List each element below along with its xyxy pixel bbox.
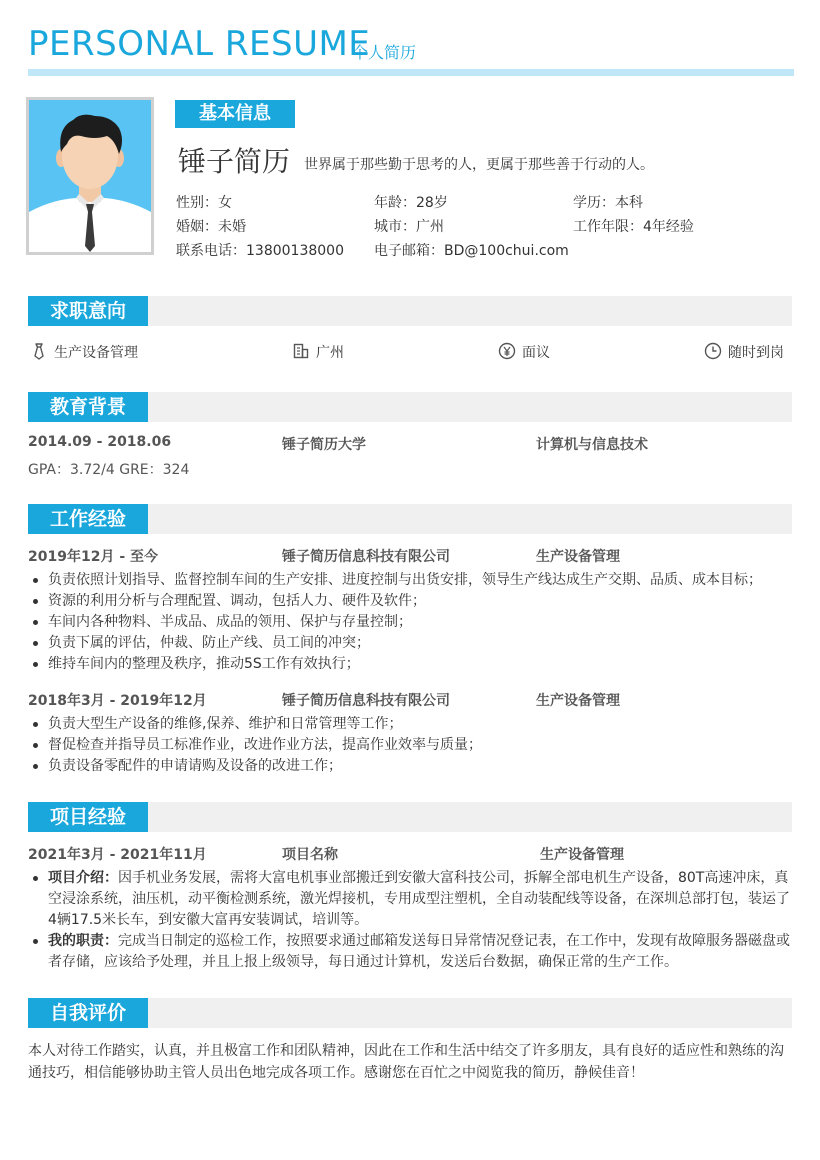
header-divider <box>28 69 794 76</box>
job-position: 生产设备管理 <box>536 549 620 565</box>
job-period: 2018年3月 - 2019年12月 <box>28 693 207 709</box>
job-period: 2019年12月 - 至今 <box>28 549 159 565</box>
list-item: 负责下属的评估，仲裁、防止产线、员工间的冲突； <box>28 633 794 654</box>
list-item <box>28 931 794 973</box>
project-role: 生产设备管理 <box>540 847 624 863</box>
list-item: 资源的利用分析与合理配置、调动，包括人力、硬件及软件； <box>28 591 794 612</box>
self-evaluation-text: 本人对待工作踏实，认真，并且极富工作和团队精神，因此在工作和生活中结交了许多朋友，具有良好的适应性和熟练的沟通技巧，相信能够协助主管人员出色地完成各项工作。感谢您在百忙之中阅览我的简历，静候佳音！ <box>28 1043 784 1081</box>
section-title-work: 工作经验 <box>28 504 148 534</box>
tie-icon <box>30 342 48 360</box>
info-city: 城市：广州 <box>374 219 444 235</box>
info-education: 学历：本科 <box>573 195 643 211</box>
job-company: 锤子简历信息科技有限公司 <box>282 693 450 709</box>
info-phone: 联系电话：13800138000 <box>176 243 344 259</box>
project-intro-label: 项目介绍： <box>48 870 118 886</box>
clock-icon <box>704 342 722 360</box>
info-email: 电子邮箱：BD@100chui.com <box>374 243 569 259</box>
section-title-project: 项目经验 <box>28 802 148 832</box>
project-name: 项目名称 <box>282 847 338 863</box>
resume-title: PERSONAL RESUME <box>28 24 371 64</box>
education-period: 2014.09 - 2018.06 <box>28 434 172 450</box>
info-age: 年龄：28岁 <box>374 195 448 211</box>
job-company: 锤子简历信息科技有限公司 <box>282 549 450 565</box>
intent-location: 广州 <box>316 345 344 361</box>
list-item: 负责大型生产设备的维修,保养、维护和日常管理等工作； <box>28 714 794 735</box>
info-marital: 婚姻：未婚 <box>176 219 246 235</box>
section-title-basic: 基本信息 <box>175 100 295 128</box>
person-icon <box>29 100 151 252</box>
intent-position: 生产设备管理 <box>54 345 138 361</box>
project-duty-label: 我的职责： <box>48 933 118 949</box>
motto: 世界属于那些勤于思考的人，更属于那些善于行动的人。 <box>304 157 654 173</box>
avatar-photo <box>29 100 151 252</box>
education-school: 锤子简历大学 <box>282 437 366 453</box>
intent-salary: 面议 <box>522 345 550 361</box>
list-item <box>28 868 794 931</box>
candidate-name: 锤子简历 <box>178 145 291 178</box>
project-period: 2021年3月 - 2021年11月 <box>28 847 207 863</box>
project-duty: 完成当日制定的巡检工作，按照要求通过邮箱发送每日异常情况登记表，在工作中，发现有故障服务器磁盘或者存储，应该给予处理，并且上报上级领导，每日通过计算机，发送后台数据，确保正常的生产工作。 <box>48 933 790 970</box>
yuan-icon <box>498 342 516 360</box>
info-gender: 性别：女 <box>176 195 232 211</box>
section-title-self-eval: 自我评价 <box>28 998 148 1028</box>
resume-subtitle: 个人简历 <box>352 43 417 62</box>
list-item: 负责设备零配件的申请请购及设备的改进工作； <box>28 756 794 777</box>
job-position: 生产设备管理 <box>536 693 620 709</box>
section-title-job-intent: 求职意向 <box>28 296 148 326</box>
education-major: 计算机与信息技术 <box>536 437 648 453</box>
list-item: 负责依照计划指导、监督控制车间的生产安排、进度控制与出货安排，领导生产线达成生产交期、品质、成本目标； <box>28 570 794 591</box>
avatar <box>26 97 154 255</box>
job-duties-list <box>28 714 794 777</box>
project-details-list <box>28 868 794 973</box>
intent-availability: 随时到岗 <box>728 345 784 361</box>
list-item: 车间内各种物料、半成品、成品的领用、保护与存量控制； <box>28 612 794 633</box>
building-icon <box>292 342 310 360</box>
project-intro: 因手机业务发展，需将大富电机事业部搬迁到安徽大富科技公司，拆解全部电机生产设备，80T高速冲床，真空浸涂系统，油压机，动平衡检测系统，激光焊接机，专用成型注塑机，全自动装配线等设备，在深圳总部打包，装运了4辆17.5米长车，到安徽大富再安装调试，培训等。 <box>48 870 790 928</box>
list-item: 维持车间内的整理及秩序，推动5S工作有效执行； <box>28 654 794 675</box>
section-title-education: 教育背景 <box>28 392 148 422</box>
info-experience-years: 工作年限：4年经验 <box>573 219 694 235</box>
education-gpa: GPA：3.72/4 GRE：324 <box>28 462 190 478</box>
job-duties-list <box>28 570 794 675</box>
list-item: 督促检查并指导员工标准作业，改进作业方法，提高作业效率与质量； <box>28 735 794 756</box>
